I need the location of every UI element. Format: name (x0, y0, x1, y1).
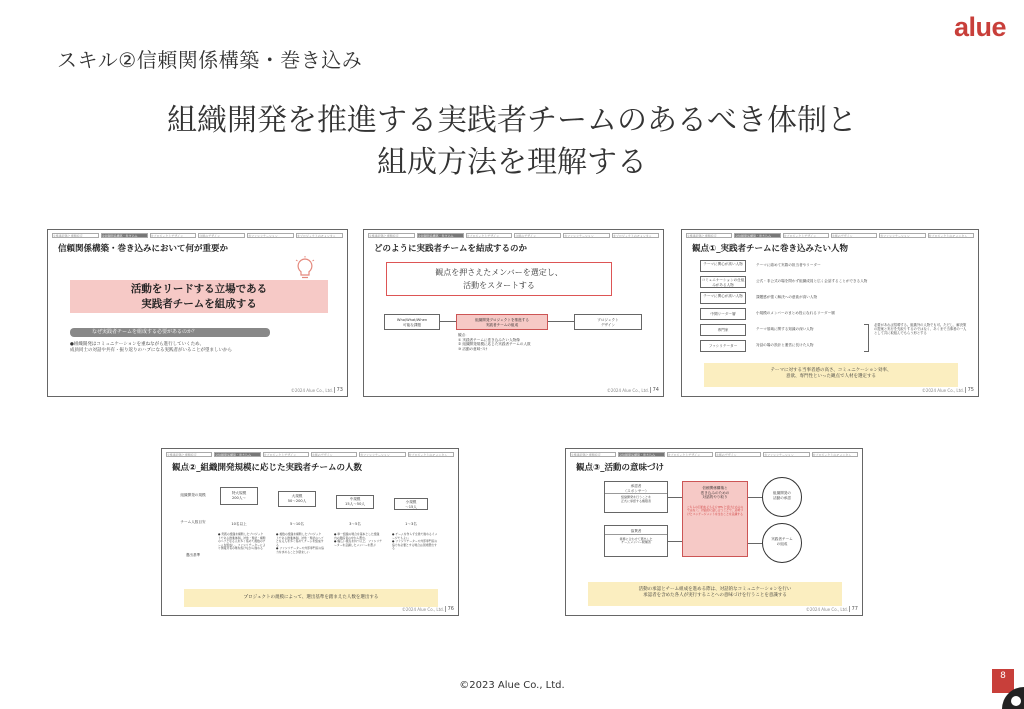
slide-footer: ©2024 Alue Co., Ltd. (921, 388, 964, 393)
persona-desc: 小規模のメンバーのまとめ役になれるリーダー層 (756, 311, 835, 315)
slide-tab-bar: ①準備段階と課題設定 ②信頼関係構築・巻き込み ③プロジェクトデザイン ④場のデザイン ⑤ファシリテーション ⑥プロジェクトのモメンタム (166, 452, 454, 457)
flow-arrow (748, 543, 762, 544)
slide-thumbnail-74 (363, 229, 664, 397)
slide-thumbnail-76 (161, 448, 459, 616)
flow-step-1: Who/What/When 可能な課題 (384, 314, 440, 330)
summary-bar: テーマに対する当事者感の高さ、コミュニケーション効率、 意欲、専門性といった観点で人材を選定する (704, 363, 958, 387)
alue-logo: alue (953, 12, 1006, 42)
flow-step-2: 組織開発プロジェクトを推進する 実践者チームの組成 (456, 314, 548, 330)
team-count: 1〜3名 (405, 522, 417, 526)
question-banner: なぜ実践者チームを組成する必要があるのか？ (70, 328, 270, 337)
summary-bar: 活動の承認とチーム組成を進める際は、対話的なコミュニケーションを行い 承認者を含めた各人が実行することへの意味づけを行うことを意識する (588, 582, 842, 606)
slide-footer: ©2024 Alue Co., Ltd. (606, 388, 649, 393)
bracket (864, 324, 869, 352)
page-number: 8 (992, 669, 1014, 693)
criteria-text: ● 単一組織の場合を基本とした組織内の関係者の中から選出。 ● 幅広い視点を持つ人と、ファシリテーターを意識したメンバーを選ぶ (334, 532, 382, 547)
scale-box: 大規模 50〜200人 (278, 491, 316, 507)
slide-title: どのように実践者チームを結成するのか (374, 244, 528, 254)
persona-label: テーマに関心が高い人物 (700, 292, 746, 304)
slide-page-number: 75 (965, 387, 974, 393)
persona-label: コミュニケーションの仕組みがある人物 (701, 278, 745, 287)
section-title: スキル②信頼関係構築・巻き込み (57, 48, 363, 72)
slide-thumbnail-75 (681, 229, 979, 397)
team-count: 5〜10名 (289, 522, 305, 526)
flow-step-3: プロジェクト デザイン (574, 314, 642, 330)
persona-label: ファシリテーター (700, 340, 746, 352)
persona-desc: テーマ領域に関する知識の深い人物 (756, 327, 814, 331)
slide-page-number: 76 (445, 606, 454, 612)
criteria-text: ● チームを作らず全員で進めるイメージでもよい ● ファシリテーターや外部専門家の協力を必要とする場合は別途選出する (392, 532, 438, 551)
persona-label: 専門家 (700, 324, 746, 336)
lightbulb-icon (293, 256, 317, 282)
summary-bar: プロジェクトの規模によって、選出基準を踏まえた人数を選出する (184, 589, 438, 607)
headline-line-2: 組成方法を理解する (377, 145, 647, 180)
flow-arrow (668, 497, 682, 498)
persona-desc: 公式・非公式の場を問わず組織成員と広く会話することができる人物 (756, 279, 868, 283)
key-message-box: 観点を押さえたメンバーを選定し、 活動をスタートする (386, 262, 612, 296)
persona-desc: テーマに絡めて実際の担当者やリーダー (756, 263, 821, 267)
team-count: 10名以上 (231, 522, 247, 526)
row-label-criteria: 選出基準 (185, 553, 201, 557)
flow-arrow (440, 321, 456, 322)
row-label-count: チーム人数目安 (180, 520, 206, 524)
flow-arrow (668, 541, 682, 542)
slide-footer: ©2024 Alue Co., Ltd. (401, 607, 444, 612)
criteria-text: ● 実践の組織を横断したプロジェクトである推進体制。対象・現状・横断のヘブとなる人を多く集めて複数のチームを組成し、ファシリテーターにより情報共有の場を設けながら進める (218, 532, 266, 551)
flow-arrow (748, 497, 762, 498)
criteria-text: ● 複数の組織を横断したプロジェクトである推進体制。対象・現状のヘブとなる人を多く集めてチームを組成する ● ファシリテーターや外部専門家の協力を求めることが望ましい (276, 532, 324, 554)
corner-decoration (1002, 687, 1024, 709)
slide-footer: ©2024 Alue Co., Ltd. (805, 607, 848, 612)
dialogue-box: 信頼関係構築と 巻き込みのための 対話的やり取り こちらの目的をそもそもYES と受け止めるのではなく、対話的に話し合うことで、意味づけとエンゲージメントを生むことを意識する (682, 481, 748, 557)
slide-tab-bar: ①準備段階と課題設定 ②信頼関係構築・巻き込み ③プロジェクトデザイン ④場のデザイン ⑤ファシリテーション ⑥プロジェクトのモメンタム (686, 233, 974, 238)
slide-title: 信頼関係構築・巻き込みにおいて何が重要か (58, 244, 229, 254)
team-count: 3〜5名 (349, 522, 361, 526)
flow-arrow (548, 321, 574, 322)
viewpoint-list: 観点： ① 実践者チームに巻き込みたい人物像 ② 組織開発規模に応じた実践者チームの人数 ③ 活動の意味づけ (458, 333, 531, 351)
persona-desc: 課題感が強く解決への意欲が高い人物 (756, 295, 818, 299)
key-message-box: 活動をリードする立場である 実践者チームを組成する (70, 280, 328, 313)
persona-table (700, 260, 970, 360)
scale-box: 小規模 〜15人 (394, 498, 428, 510)
slide-tab-bar: ①準備段階と課題設定 ②信頼関係構築・巻き込み ③プロジェクトデザイン ④場のデザイン ⑤ファシリテーション ⑥プロジェクトのモメンタム (52, 233, 343, 238)
headline (0, 100, 1024, 184)
persona-desc: 対話の場の設計と運営に長けた人物 (756, 343, 814, 347)
row-label-scale: 組織開発の規模 (180, 493, 206, 497)
sponsor-box: 承認者 （スポンサー） 組織開発を行うことを 正式に承認する権限者 (604, 481, 668, 513)
slide-title: 観点②_組織開発規模に応じた実践者チームの人数 (172, 463, 362, 473)
slide-title: 観点③_活動の意味づけ (576, 463, 664, 473)
slide-footer: ©2024 Alue Co., Ltd. (290, 388, 333, 393)
slide-page-number: 74 (650, 387, 659, 393)
team-formation-circle: 実践者チーム の組成 (762, 523, 802, 563)
specialist-note: 必要があれば招聘する。組織外の人物でも可。ただし、解決策の提案と実行を先取りするのではなく、あくまで当事者の一人として共に取組んでもらう形とする (874, 323, 967, 336)
slide-thumbnail-77 (565, 448, 863, 616)
headline-line-1: 組織開発を推進する実践者チームのあるべき体制と (167, 103, 857, 138)
copyright: ©2023 Alue Co., Ltd. (459, 680, 565, 691)
slide-tab-bar: ①準備段階と課題設定 ②信頼関係構築・巻き込み ③プロジェクトデザイン ④場のデザイン ⑤ファシリテーション ⑥プロジェクトのモメンタム (368, 233, 659, 238)
slide-page-number: 77 (849, 606, 858, 612)
scale-box: 特大規模 200人〜 (220, 487, 258, 505)
slide-page-number: 73 (334, 387, 343, 393)
scale-box: 中規模 15人〜50人 (336, 495, 374, 509)
slide-thumbnail-73 (47, 229, 348, 397)
slide-tab-bar: ①準備段階と課題設定 ②信頼関係構築・巻き込み ③プロジェクトデザイン ④場のデザイン ⑤ファシリテーション ⑥プロジェクトのモメンタム (570, 452, 858, 457)
supporter-box: 協賛者 業務に合わせて選出した チームメンバー候補者 (604, 525, 668, 557)
slide-body-text: ●組織開発はコミュニケーションを重ねながら進行していくため、 成員同士の対話や共有・振り返りのハブになる実践者がいることが望ましいから (70, 342, 232, 353)
persona-label: テーマに関心が高い人物 (700, 260, 746, 272)
approval-circle: 組織開発の 活動の承認 (762, 477, 802, 517)
persona-label: 中間リーダー層 (700, 308, 746, 320)
slide-title: 観点①_実践者チームに巻き込みたい人物 (692, 244, 848, 254)
